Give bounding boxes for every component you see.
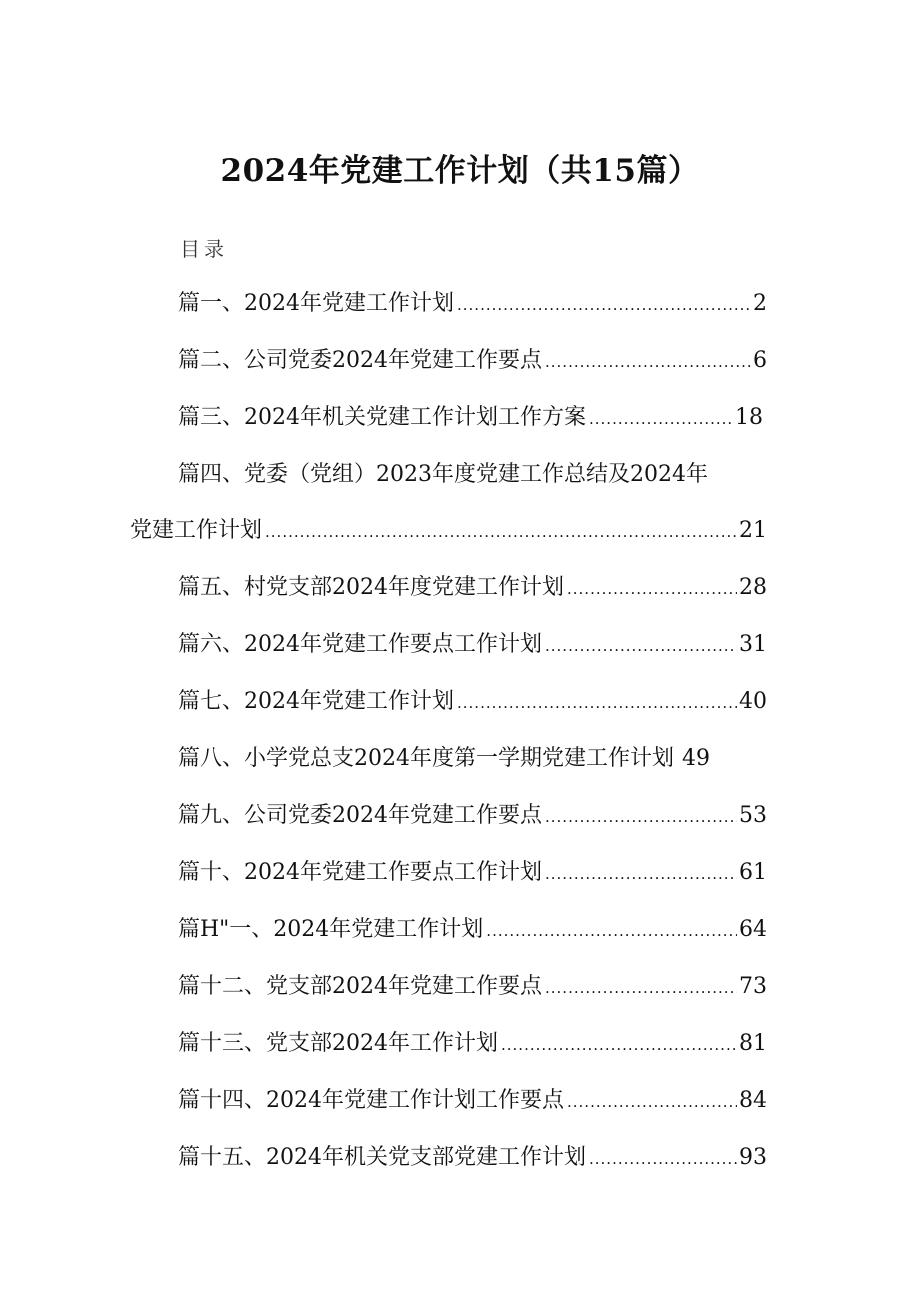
toc-page-number: 73: [739, 974, 767, 999]
toc-page-number: 21: [739, 518, 767, 543]
toc-entry-title: 篇十二、党支部2024年党建工作要点: [178, 974, 542, 999]
toc-entry-11[interactable]: [178, 912, 767, 944]
toc-entry-7[interactable]: [178, 684, 767, 716]
toc-entry-9[interactable]: [178, 798, 767, 830]
toc-entry-5[interactable]: [178, 570, 767, 602]
toc-entry-6[interactable]: [178, 627, 767, 659]
toc-entry-title: 篇十四、2024年党建工作计划工作要点: [178, 1088, 564, 1113]
toc-entry-3[interactable]: [178, 400, 763, 432]
toc-dot-leader: [545, 353, 751, 371]
toc-page-number: 84: [739, 1088, 767, 1113]
toc-entry-8[interactable]: [178, 741, 710, 773]
toc-entry-title: 篇十三、党支部2024年工作计划: [178, 1031, 498, 1056]
toc-entry-14[interactable]: [178, 1083, 767, 1115]
toc-dot-leader: [589, 410, 733, 428]
toc-page-number: 28: [739, 575, 767, 600]
toc-entry-title: 篇十、2024年党建工作要点工作计划: [178, 860, 542, 885]
toc-dot-leader: [545, 979, 737, 997]
toc-entry-4-continuation[interactable]: [130, 513, 767, 545]
toc-entry-title: 篇六、2024年党建工作要点工作计划: [178, 632, 542, 657]
toc-page-number: 31: [739, 632, 767, 657]
toc-dot-leader: [545, 637, 737, 655]
toc-entry-title: 篇七、2024年党建工作计划: [178, 689, 454, 714]
toc-page-number: 93: [739, 1145, 767, 1170]
toc-dot-leader: [457, 296, 751, 314]
toc-entry-15[interactable]: [178, 1140, 767, 1172]
toc-entry-title-continuation: 党建工作计划: [130, 518, 263, 543]
toc-entry-1[interactable]: [178, 286, 767, 318]
toc-dot-leader: [567, 1093, 737, 1111]
toc-entry-title: 篇四、党委（党组）2023年度党建工作总结及2024年: [178, 462, 708, 487]
toc-dot-leader: [265, 523, 737, 541]
toc-dot-leader: [545, 808, 737, 826]
toc-dot-leader: [567, 580, 737, 598]
toc-page-number: 18: [735, 405, 763, 430]
toc-page-number: 6: [753, 348, 767, 373]
toc-page-number: 64: [739, 917, 767, 942]
toc-dot-leader: [457, 694, 737, 712]
toc-heading: 目录: [180, 237, 228, 261]
toc-entry-13[interactable]: [178, 1026, 767, 1058]
toc-entry-title: 篇五、村党支部2024年度党建工作计划: [178, 575, 564, 600]
toc-dot-leader: [545, 865, 737, 883]
toc-page-number: 61: [739, 860, 767, 885]
toc-entry-title: 篇二、公司党委2024年党建工作要点: [178, 348, 542, 373]
toc-page-number: 2: [753, 291, 767, 316]
toc-page-number: 81: [739, 1031, 767, 1056]
toc-entry-10[interactable]: [178, 855, 767, 887]
toc-entry-title: 篇八、小学党总支2024年度第一学期党建工作计划: [178, 746, 674, 771]
toc-page-number: 40: [739, 689, 767, 714]
toc-entry-12[interactable]: [178, 969, 767, 1001]
toc-page-number: 53: [739, 803, 767, 828]
toc-dot-leader: [486, 922, 737, 940]
document-title: 2024年党建工作计划（共15篇）: [220, 153, 700, 189]
toc-page-number: 49: [682, 746, 710, 771]
toc-dot-leader: [589, 1150, 737, 1168]
toc-entry-2[interactable]: [178, 343, 767, 375]
toc-dot-leader: [501, 1036, 737, 1054]
toc-entry-title: 篇九、公司党委2024年党建工作要点: [178, 803, 542, 828]
toc-entry-title: 篇一、2024年党建工作计划: [178, 291, 454, 316]
toc-entry-title: 篇H"一、2024年党建工作计划: [178, 917, 484, 942]
toc-entry-title: 篇三、2024年机关党建工作计划工作方案: [178, 405, 586, 430]
toc-entry-title: 篇十五、2024年机关党支部党建工作计划: [178, 1145, 586, 1170]
toc-entry-4[interactable]: [178, 457, 708, 489]
